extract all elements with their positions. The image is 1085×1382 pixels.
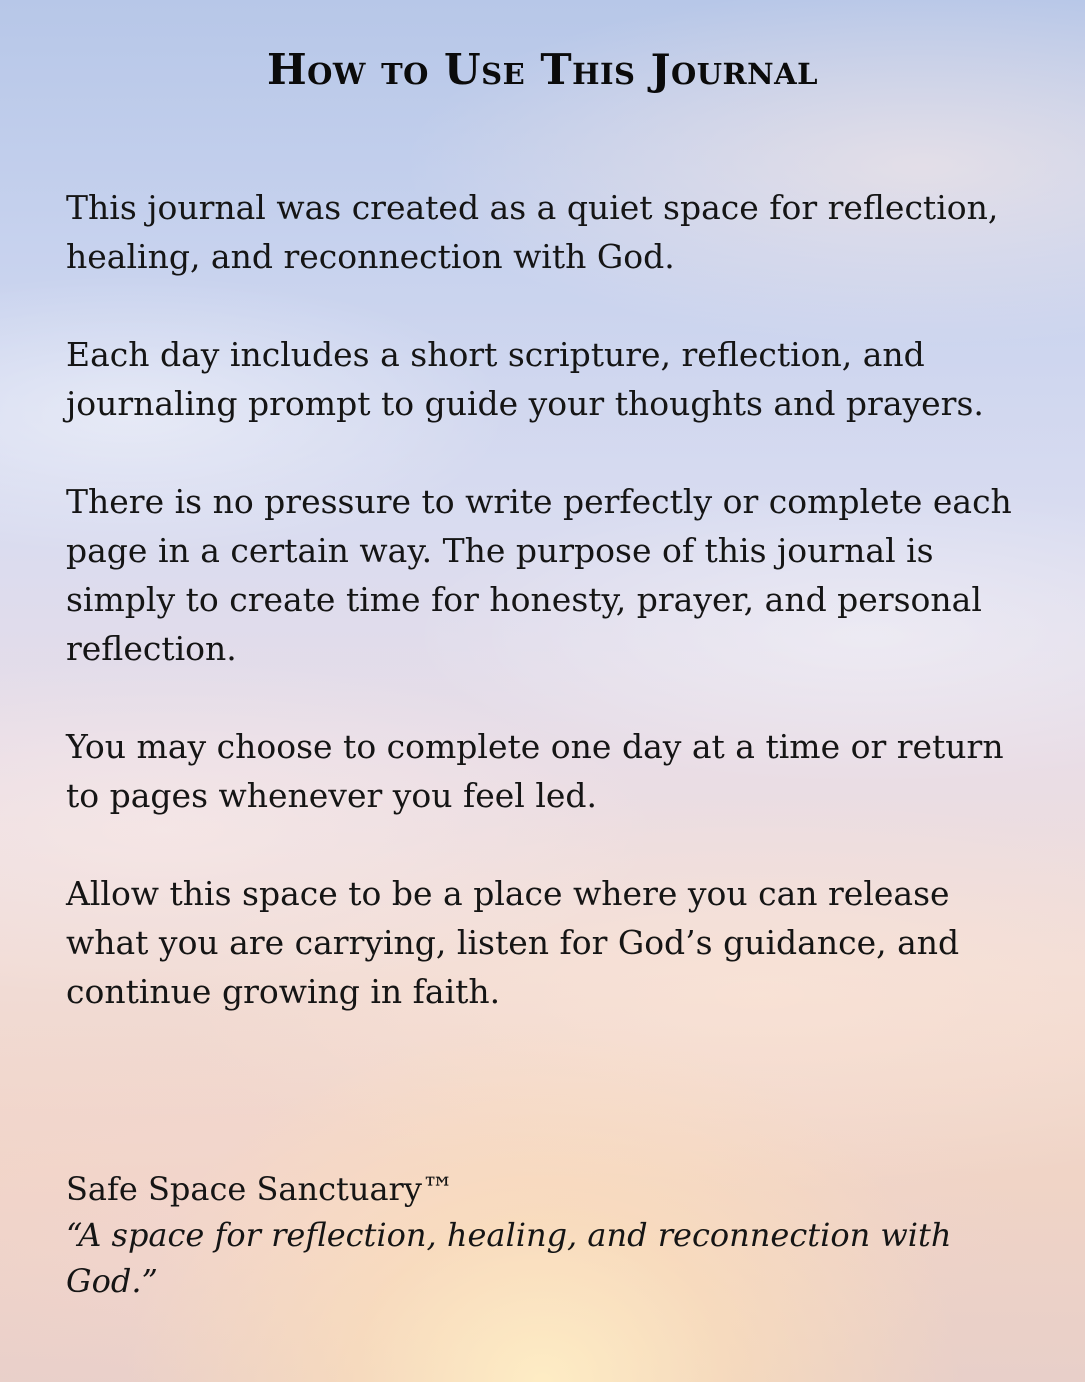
paragraph-encouragement: Allow this space to be a place where you can release what you are carrying, listen for God’s guidance, and continue growing in faith. bbox=[66, 874, 960, 1011]
paragraph-pacing: You may choose to complete one day at a time or return to pages whenever you feel led. bbox=[66, 727, 1004, 815]
paragraph-daily-structure: Each day includes a short scripture, reflection, and journaling prompt to guide your thoughts and prayers. bbox=[66, 335, 984, 423]
page-title: How to Use This Journal bbox=[266, 45, 819, 94]
paragraph-no-pressure: There is no pressure to write perfectly or complete each page in a certain way. The purpose of this journal is simply to create time for honesty, prayer, and personal reflection. bbox=[66, 482, 1012, 668]
brand-tagline: “A space for reflection, healing, and reconnection with God.” bbox=[66, 1216, 952, 1300]
instructions-body bbox=[66, 183, 1026, 1065]
paragraph-purpose: This journal was created as a quiet space for reflection, healing, and reconnection with God. bbox=[66, 188, 999, 276]
footer-signature bbox=[66, 1166, 996, 1304]
brand-name: Safe Space Sanctuary™ bbox=[66, 1170, 454, 1208]
